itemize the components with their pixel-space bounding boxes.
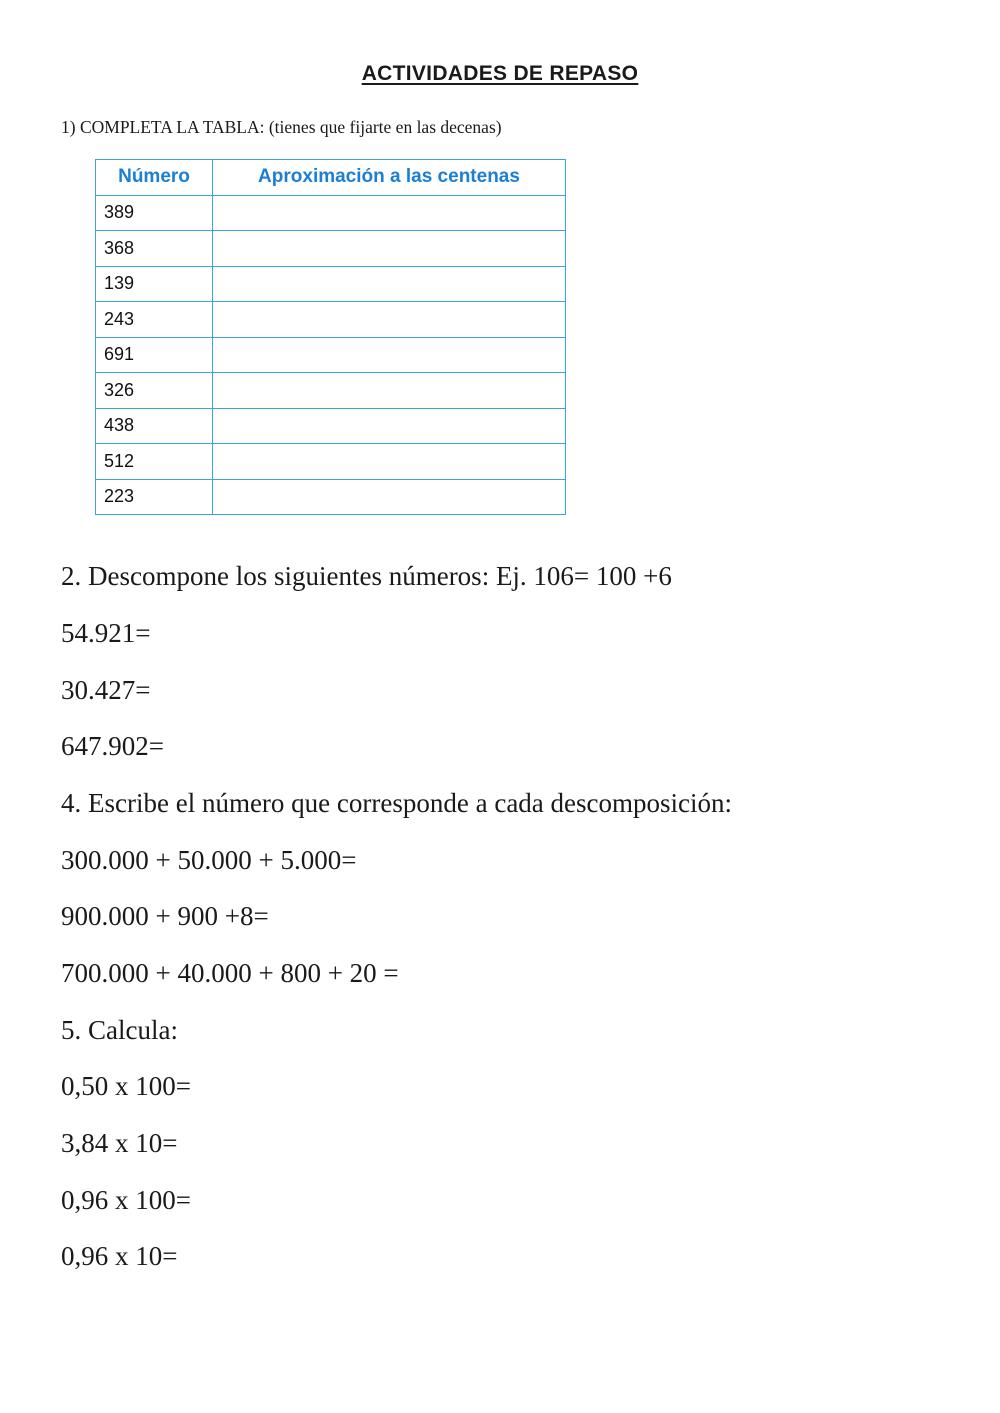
- compose-item: 900.000 + 900 +8=: [61, 901, 269, 931]
- rounding-table: [95, 159, 566, 515]
- decompose-item: 647.902=: [61, 731, 164, 761]
- cell-numero: 389: [96, 195, 213, 231]
- cell-numero: 512: [96, 444, 213, 480]
- cell-aproximacion[interactable]: [213, 373, 566, 409]
- calc-item: 0,96 x 10=: [61, 1241, 178, 1271]
- cell-numero: 368: [96, 231, 213, 267]
- cell-aproximacion[interactable]: [213, 479, 566, 515]
- table-row: [96, 408, 566, 444]
- cell-aproximacion[interactable]: [213, 408, 566, 444]
- calc-item: 3,84 x 10=: [61, 1128, 178, 1158]
- table-row: [96, 337, 566, 373]
- table-row: [96, 266, 566, 302]
- cell-aproximacion[interactable]: [213, 444, 566, 480]
- decompose-item: 54.921=: [61, 618, 151, 648]
- cell-aproximacion[interactable]: [213, 195, 566, 231]
- calc-item: 0,96 x 100=: [61, 1185, 191, 1215]
- decompose-item: 30.427=: [61, 675, 151, 705]
- compose-item: 700.000 + 40.000 + 800 + 20 =: [61, 958, 399, 988]
- cell-numero: 243: [96, 302, 213, 338]
- table-row: [96, 373, 566, 409]
- table-row: [96, 195, 566, 231]
- table-row: [96, 302, 566, 338]
- cell-numero: 691: [96, 337, 213, 373]
- cell-numero: 223: [96, 479, 213, 515]
- section5-heading: 5. Calcula:: [61, 1015, 178, 1045]
- table-row: [96, 479, 566, 515]
- cell-aproximacion[interactable]: [213, 337, 566, 373]
- section1-heading: 1) COMPLETA LA TABLA: (tienes que fijarte en las decenas): [61, 117, 502, 137]
- table-row: [96, 231, 566, 267]
- table-row: [96, 444, 566, 480]
- table-header-row: [96, 160, 566, 196]
- header-aproximacion: Aproximación a las centenas: [213, 160, 566, 196]
- compose-item: 300.000 + 50.000 + 5.000=: [61, 845, 357, 875]
- section2-heading: 2. Descompone los siguientes números: Ej. 106= 100 +6: [61, 561, 672, 591]
- section4-heading: 4. Escribe el número que corresponde a cada descomposición:: [61, 788, 733, 818]
- cell-numero: 326: [96, 373, 213, 409]
- calc-item: 0,50 x 100=: [61, 1071, 191, 1101]
- cell-numero: 438: [96, 408, 213, 444]
- header-numero: Número: [96, 160, 213, 196]
- page-title: ACTIVIDADES DE REPASO: [361, 62, 639, 85]
- cell-numero: 139: [96, 266, 213, 302]
- cell-aproximacion[interactable]: [213, 266, 566, 302]
- cell-aproximacion[interactable]: [213, 231, 566, 267]
- cell-aproximacion[interactable]: [213, 302, 566, 338]
